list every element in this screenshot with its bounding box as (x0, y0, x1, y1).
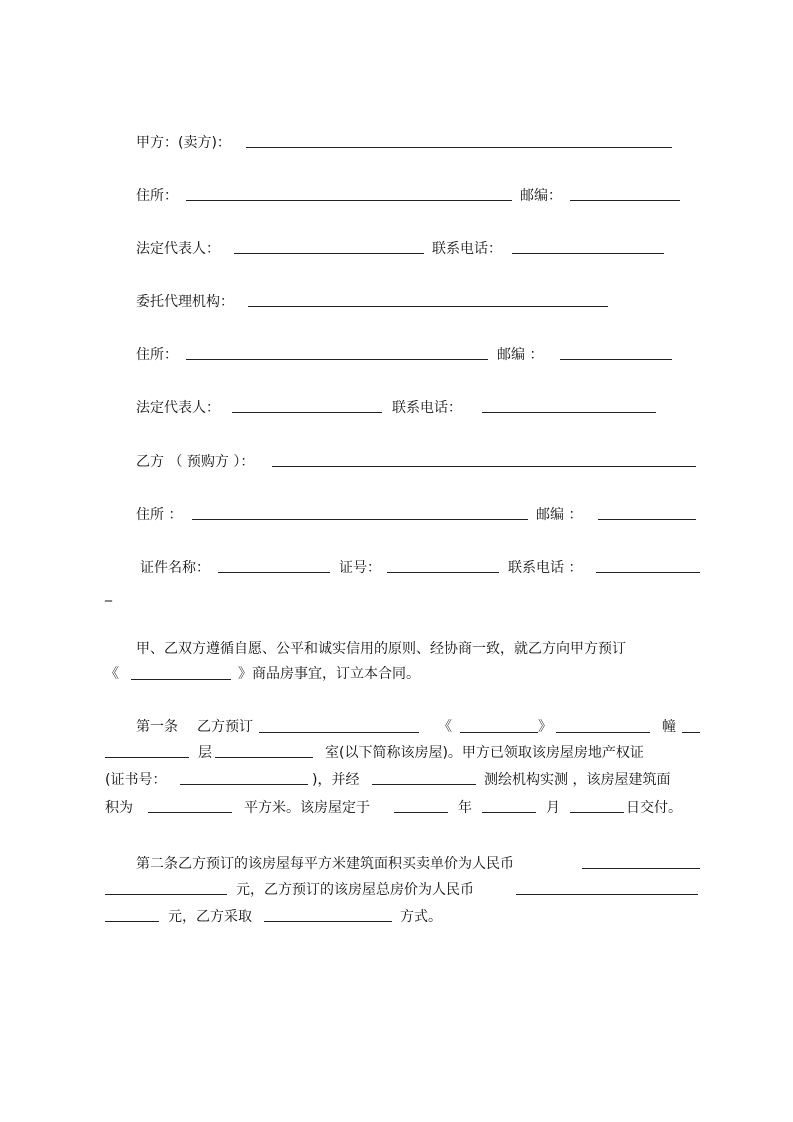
preamble-line-2: 》商品房事宜，订立本合同。 (238, 666, 420, 682)
article-1-project-field[interactable] (460, 732, 538, 733)
article-1-floor-field-b[interactable] (105, 757, 189, 758)
article-1-month-label: 月 (546, 800, 560, 816)
legal-rep-agency-label: 法定代表人： (136, 400, 220, 416)
party-a-label: 甲方：(卖方)： (136, 135, 231, 151)
article-2-line-3a: 元，乙方采取 (168, 909, 252, 925)
project-name-field[interactable] (131, 679, 231, 680)
unit-price-field-b[interactable] (105, 894, 227, 895)
article-2-line-3b: 方式。 (400, 909, 442, 925)
postcode-b-field[interactable] (598, 519, 696, 520)
phone-agency-label: 联系电话： (392, 400, 462, 416)
phone-agency-field[interactable] (482, 412, 656, 413)
delivery-day-field[interactable] (570, 812, 624, 813)
certificate-number-field[interactable] (180, 784, 308, 785)
party-a-name-field[interactable] (246, 147, 672, 148)
article-2-line-2: 元，乙方预订的该房屋总房价为人民币 (236, 882, 474, 898)
article-1-text-10: 积为 (105, 800, 133, 816)
address-agency-field[interactable] (186, 359, 488, 360)
delivery-year-field[interactable] (394, 812, 448, 813)
phone-a-field[interactable] (512, 253, 664, 254)
phone-b-label: 联系电话 ： (508, 560, 583, 576)
payment-method-field[interactable] (264, 921, 392, 922)
postcode-agency-label: 邮编 ： (497, 347, 544, 363)
agency-label: 委托代理机构： (136, 294, 234, 310)
delivery-month-field[interactable] (482, 812, 536, 813)
address-b-field[interactable] (192, 519, 528, 520)
preamble-open-bracket: 《 (105, 666, 119, 682)
area-field[interactable] (148, 812, 232, 813)
phone-b-field[interactable] (596, 572, 700, 573)
article-1-text-7: (证书号： (105, 772, 167, 788)
postcode-b-label: 邮编 ： (536, 507, 583, 523)
legal-rep-a-label: 法定代表人： (136, 241, 220, 257)
legal-rep-agency-field[interactable] (232, 412, 382, 413)
legal-rep-a-field[interactable] (234, 253, 424, 254)
article-1-close-bracket: 》 (538, 719, 552, 735)
unit-price-field-a[interactable] (582, 868, 700, 869)
article-1-open-bracket: 《 (438, 719, 452, 735)
party-b-name-field[interactable] (272, 466, 696, 467)
total-price-field-b[interactable] (105, 921, 159, 922)
article-1-location-field[interactable] (259, 732, 419, 733)
article-1-year-label: 年 (458, 800, 472, 816)
article-1-text-1: 乙方预订 (197, 719, 253, 735)
article-1-day-label: 日交付。 (626, 800, 682, 816)
article-1-text-6: 室(以下简称该房屋)。甲方已领取该房屋房地产权证 (325, 745, 644, 761)
id-number-field[interactable] (387, 572, 499, 573)
party-b-label: 乙方 （ 预购方 ）： (136, 454, 255, 470)
article-1-text-9: 测绘机构实测 ，该房屋建筑面 (484, 772, 671, 788)
article-1-title: 第一条 (136, 719, 178, 735)
total-price-field-a[interactable] (516, 894, 698, 895)
address-b-label: 住所 ： (136, 507, 183, 523)
id-doc-field[interactable] (218, 572, 330, 573)
article-1-building-field[interactable] (556, 732, 650, 733)
article-1-text-11: 平方米。该房屋定于 (244, 800, 370, 816)
address-a-label: 住所： (136, 188, 178, 204)
article-1-room-field[interactable] (215, 757, 313, 758)
article-1-floor-unit: 层 (198, 745, 212, 761)
address-agency-label: 住所： (136, 347, 178, 363)
postcode-a-label: 邮编： (520, 188, 562, 204)
postcode-agency-field[interactable] (560, 359, 672, 360)
article-1-text-8: )，并经 (312, 772, 360, 788)
id-number-label: 证号： (339, 560, 381, 576)
article-2-line-1: 第二条乙方预订的该房屋每平方米建筑面积买卖单价为人民币 (136, 856, 514, 872)
id-doc-label: 证件名称： (140, 560, 210, 576)
overflow-mark: _ (105, 586, 112, 602)
address-a-field[interactable] (186, 200, 512, 201)
postcode-a-field[interactable] (570, 200, 680, 201)
agency-field[interactable] (248, 306, 608, 307)
article-1-building-unit: 幢 (662, 719, 676, 735)
article-1-floor-field-a[interactable] (682, 732, 700, 733)
surveying-agency-field[interactable] (372, 784, 476, 785)
phone-a-label: 联系电话： (432, 241, 502, 257)
preamble-line-1: 甲、乙双方遵循自愿、公平和诚实信用的原则、经协商一致，就乙方向甲方预订 (136, 641, 626, 657)
